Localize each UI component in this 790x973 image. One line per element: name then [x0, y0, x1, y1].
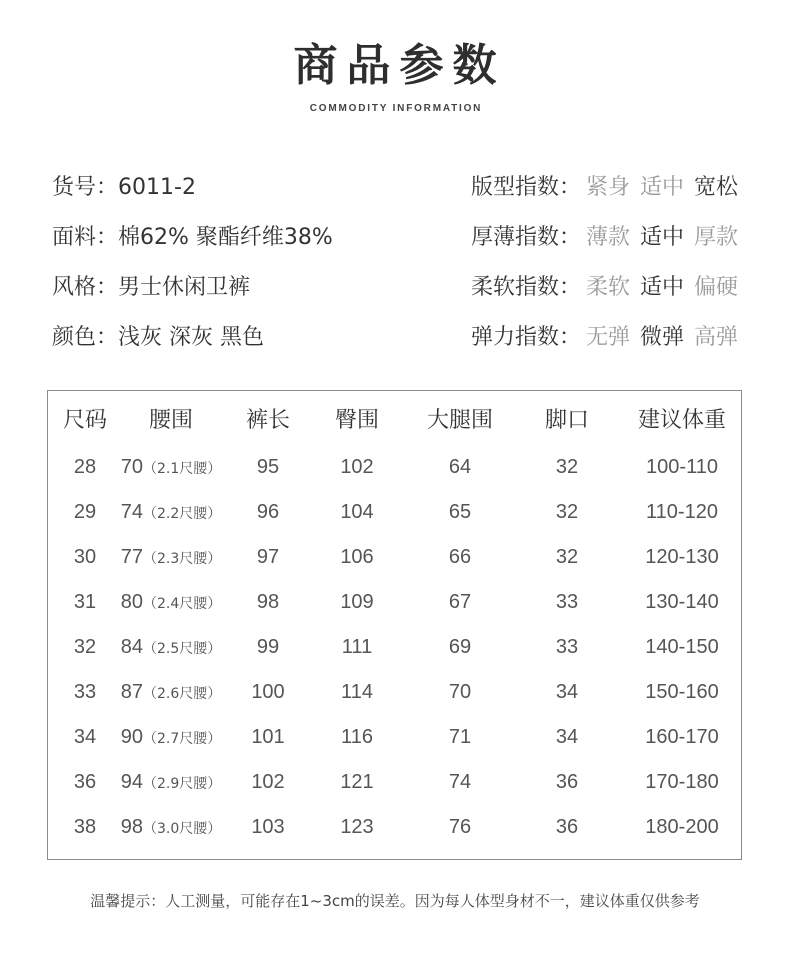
- cell-length: 95: [256, 456, 280, 478]
- cell-hip: 121: [340, 771, 374, 793]
- header-weight: 建议体重: [637, 408, 727, 433]
- page-subtitle: COMMODITY INFORMATION: [309, 103, 483, 114]
- index-thickness: [471, 223, 738, 273]
- index-option: 高弹: [694, 325, 739, 350]
- param-value: 浅灰 深灰 黑色: [118, 325, 265, 350]
- cell-thigh: 65: [448, 501, 472, 523]
- index-option: 适中: [640, 175, 685, 200]
- index-option: 薄款: [586, 225, 631, 250]
- index-option: 适中: [640, 225, 685, 250]
- cell-hem: 32: [555, 501, 579, 523]
- cell-thigh: 67: [448, 591, 472, 613]
- param-value: 棉62% 聚酯纤维38%: [118, 225, 333, 250]
- cell-thigh: 76: [448, 816, 472, 838]
- cell-waist: [121, 805, 222, 852]
- header-hem: 脚口: [544, 408, 590, 433]
- cell-waist: [121, 535, 222, 582]
- header-thigh: 大腿围: [426, 408, 494, 433]
- cell-size: 29: [73, 501, 97, 523]
- cell-weight: 180-200: [645, 816, 719, 838]
- cell-size: 33: [73, 681, 97, 703]
- cell-hip: 111: [341, 636, 373, 658]
- param-value: 男士休闲卫裤: [118, 275, 251, 300]
- cell-length: 101: [251, 726, 285, 748]
- waist-value: 74: [120, 501, 143, 523]
- index-option: 厚款: [694, 225, 739, 250]
- waist-value: 98: [120, 816, 143, 838]
- size-table: [47, 390, 742, 860]
- cell-hem: 32: [555, 546, 579, 568]
- waist-value: 80: [120, 591, 143, 613]
- cell-hem: 34: [555, 726, 579, 748]
- cell-weight: 110-120: [646, 501, 718, 523]
- param-fabric: [52, 223, 333, 273]
- param-label: 面料：: [52, 225, 119, 250]
- table-row: [48, 760, 741, 805]
- cell-hip: 104: [340, 501, 374, 523]
- basic-params: [52, 173, 333, 373]
- cell-length: 102: [251, 771, 285, 793]
- waist-note: （2.5尺腰）: [142, 641, 222, 657]
- waist-note: （2.9尺腰）: [142, 776, 222, 792]
- index-option: 柔软: [586, 275, 631, 300]
- cell-size: 32: [73, 636, 97, 658]
- table-row: [48, 625, 741, 670]
- cell-hip: 102: [340, 456, 374, 478]
- table-row: [48, 805, 741, 850]
- index-elasticity: [471, 323, 738, 373]
- cell-hem: 36: [555, 816, 579, 838]
- table-row: [48, 445, 741, 490]
- index-option: 宽松: [694, 175, 739, 200]
- index-option: 适中: [640, 275, 685, 300]
- waist-note: （2.7尺腰）: [142, 731, 222, 747]
- footer-note: 温馨提示：人工测量，可能存在1~3cm的误差。因为每人体型身材不一，建议体重仅供参考: [90, 892, 700, 910]
- param-item-number: [52, 173, 333, 223]
- index-option: 偏硬: [694, 275, 739, 300]
- page-title: 商品参数: [293, 40, 506, 91]
- waist-note: （2.6尺腰）: [142, 686, 222, 702]
- index-label: 弹力指数：: [471, 325, 582, 350]
- index-label: 柔软指数：: [471, 275, 582, 300]
- cell-waist: [121, 670, 222, 717]
- waist-value: 77: [120, 546, 143, 568]
- table-row: [48, 580, 741, 625]
- cell-waist: [121, 580, 222, 627]
- cell-hem: 33: [555, 636, 579, 658]
- cell-length: 97: [256, 546, 280, 568]
- index-fit: [471, 173, 738, 223]
- cell-length: 96: [256, 501, 280, 523]
- cell-hem: 36: [555, 771, 579, 793]
- index-option: 紧身: [586, 175, 631, 200]
- index-label: 版型指数：: [471, 175, 582, 200]
- waist-value: 90: [120, 726, 143, 748]
- cell-size: 30: [73, 546, 97, 568]
- waist-value: 84: [120, 636, 143, 658]
- waist-value: 94: [120, 771, 143, 793]
- param-label: 颜色：: [52, 325, 119, 350]
- cell-hem: 33: [555, 591, 579, 613]
- index-softness: [471, 273, 738, 323]
- header-hip: 臀围: [334, 408, 380, 433]
- waist-value: 87: [120, 681, 143, 703]
- cell-thigh: 71: [448, 726, 472, 748]
- cell-waist: [121, 715, 222, 762]
- waist-note: （2.2尺腰）: [142, 506, 222, 522]
- cell-thigh: 64: [448, 456, 472, 478]
- cell-length: 98: [256, 591, 280, 613]
- waist-note: （2.1尺腰）: [142, 461, 222, 477]
- cell-hip: 116: [341, 726, 373, 748]
- cell-size: 38: [73, 816, 97, 838]
- index-option: 无弹: [586, 325, 631, 350]
- waist-note: （3.0尺腰）: [142, 821, 222, 837]
- cell-thigh: 74: [448, 771, 472, 793]
- param-label: 货号：: [52, 175, 119, 200]
- cell-length: 103: [251, 816, 285, 838]
- cell-hem: 32: [555, 456, 579, 478]
- cell-size: 28: [73, 456, 97, 478]
- waist-note: （2.4尺腰）: [142, 596, 222, 612]
- header-waist: 腰围: [148, 408, 194, 433]
- cell-length: 99: [256, 636, 280, 658]
- cell-weight: 170-180: [645, 771, 719, 793]
- param-style: [52, 273, 333, 323]
- table-row: [48, 535, 741, 580]
- table-row: [48, 670, 741, 715]
- param-value: 6011-2: [118, 175, 196, 200]
- table-body: [48, 445, 741, 850]
- waist-note: （2.3尺腰）: [142, 551, 222, 567]
- cell-waist: [121, 760, 222, 807]
- cell-hip: 123: [340, 816, 374, 838]
- cell-waist: [121, 445, 222, 492]
- header-length: 裤长: [245, 408, 291, 433]
- cell-weight: 100-110: [646, 456, 718, 478]
- cell-size: 31: [73, 591, 97, 613]
- cell-thigh: 69: [448, 636, 472, 658]
- cell-waist: [121, 490, 222, 537]
- cell-weight: 130-140: [645, 591, 719, 613]
- table-header-row: [48, 397, 741, 444]
- cell-size: 36: [73, 771, 97, 793]
- cell-weight: 160-170: [645, 726, 719, 748]
- cell-thigh: 66: [448, 546, 472, 568]
- param-color: [52, 323, 333, 373]
- cell-weight: 150-160: [645, 681, 719, 703]
- index-params: [471, 173, 738, 373]
- header-size: 尺码: [62, 408, 108, 433]
- waist-value: 70: [120, 456, 143, 478]
- table-row: [48, 490, 741, 535]
- cell-weight: 120-130: [645, 546, 719, 568]
- cell-hip: 106: [340, 546, 374, 568]
- cell-waist: [121, 625, 222, 672]
- cell-hip: 109: [340, 591, 374, 613]
- table-row: [48, 715, 741, 760]
- cell-length: 100: [251, 681, 285, 703]
- cell-hip: 114: [341, 681, 373, 703]
- param-label: 风格：: [52, 275, 119, 300]
- cell-size: 34: [73, 726, 97, 748]
- index-label: 厚薄指数：: [471, 225, 582, 250]
- cell-weight: 140-150: [645, 636, 719, 658]
- cell-thigh: 70: [448, 681, 472, 703]
- cell-hem: 34: [555, 681, 579, 703]
- index-option: 微弹: [640, 325, 685, 350]
